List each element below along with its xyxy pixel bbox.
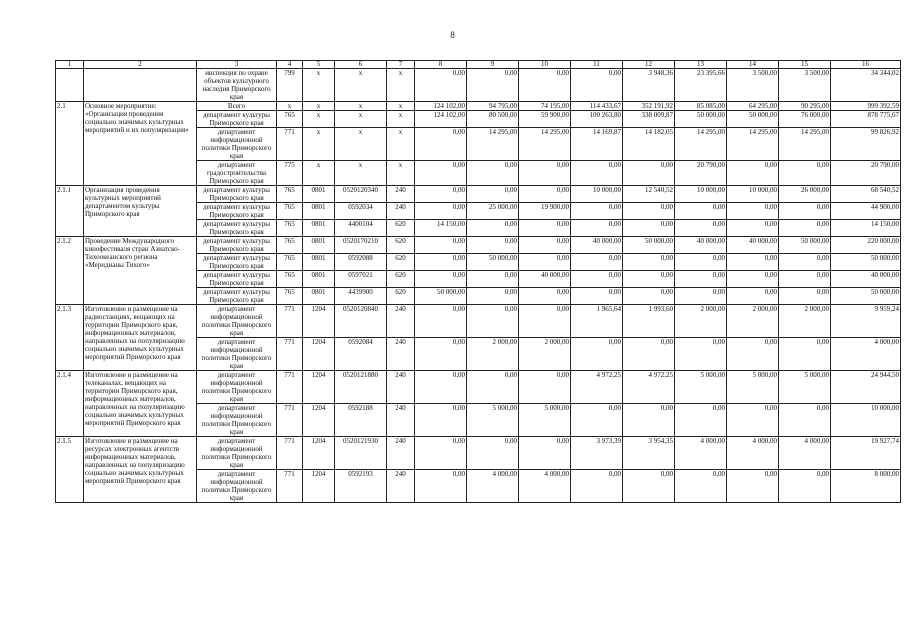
code-target: 0520120340 — [335, 186, 387, 203]
amount-col-11: 1 965,64 — [571, 305, 623, 338]
amount-col-9: 14 295,00 — [467, 128, 519, 161]
code-target: 0520170210 — [335, 237, 387, 254]
amount-col-9: 0,00 — [467, 161, 519, 186]
amount-col-8: 0,00 — [415, 338, 467, 371]
code-grbs: 765 — [277, 271, 303, 288]
amount-col-16: 68 540,52 — [831, 186, 901, 203]
code-grbs: 765 — [277, 203, 303, 220]
amount-col-15: 0,00 — [779, 203, 831, 220]
amount-col-9: 0,00 — [467, 437, 519, 470]
code-target: 0520121880 — [335, 371, 387, 404]
amount-col-11: 0,00 — [571, 288, 623, 305]
column-number-14: 14 — [727, 61, 779, 69]
amount-col-15: 3 500,00 — [779, 69, 831, 102]
column-number-16: 16 — [831, 61, 901, 69]
row-number: 2.1.2 — [56, 237, 84, 305]
amount-col-16: 50 000,00 — [831, 288, 901, 305]
amount-col-15: 14 295,00 — [779, 128, 831, 161]
amount-col-15: 26 000,00 — [779, 186, 831, 203]
row-number: 2.1.5 — [56, 437, 84, 503]
amount-col-10: 2 000,00 — [519, 338, 571, 371]
amount-col-12: 1 993,60 — [623, 305, 675, 338]
amount-col-14: 64 295,00 — [727, 102, 779, 111]
executor: Всего — [197, 102, 277, 111]
code-section: 1204 — [303, 305, 335, 338]
amount-col-8: 0,00 — [415, 404, 467, 437]
amount-col-10: 0,00 — [519, 371, 571, 404]
amount-col-11: 0,00 — [571, 220, 623, 237]
code-expense-type: 240 — [387, 470, 415, 503]
measure-name: Изготовление и размещение на ресурсах электронных агентств информационных материалов, направленных на популяризацию социально значимых культурных мероприятий Приморского края — [84, 437, 197, 503]
row-number — [56, 69, 84, 102]
amount-col-11: 3 973,39 — [571, 437, 623, 470]
executor: департамент информационной политики Приморского края — [197, 128, 277, 161]
amount-col-15: 4 000,00 — [779, 437, 831, 470]
amount-col-15: 5 000,00 — [779, 371, 831, 404]
amount-col-16: 44 900,00 — [831, 203, 901, 220]
code-expense-type: x — [387, 161, 415, 186]
code-grbs: 765 — [277, 254, 303, 271]
code-section: 1204 — [303, 404, 335, 437]
measure-name: Проведение Международного кинофестиваля стран Азиатско-Тихоокеанского региона «Меридианы Тихого» — [84, 237, 197, 305]
amount-col-11: 14 169,87 — [571, 128, 623, 161]
code-expense-type: 620 — [387, 237, 415, 254]
amount-col-16: 40 000,00 — [831, 271, 901, 288]
amount-col-11: 0,00 — [571, 161, 623, 186]
amount-col-16: 19 927,74 — [831, 437, 901, 470]
amount-col-8: 0,00 — [415, 271, 467, 288]
amount-col-13: 2 000,00 — [675, 305, 727, 338]
amount-col-11: 0,00 — [571, 203, 623, 220]
row-number: 2.1 — [56, 102, 84, 186]
code-grbs: 765 — [277, 111, 303, 128]
amount-col-9: 94 795,00 — [467, 102, 519, 111]
column-number-header — [56, 61, 901, 69]
executor: департамент информационной политики Приморского края — [197, 470, 277, 503]
code-section: 0801 — [303, 288, 335, 305]
code-section: 0801 — [303, 254, 335, 271]
amount-col-15: 0,00 — [779, 404, 831, 437]
amount-col-9: 0,00 — [467, 186, 519, 203]
amount-col-16: 9 959,24 — [831, 305, 901, 338]
code-section: x — [303, 128, 335, 161]
amount-col-9: 0,00 — [467, 69, 519, 102]
code-expense-type: 240 — [387, 203, 415, 220]
amount-col-8: 0,00 — [415, 69, 467, 102]
amount-col-11: 0,00 — [571, 69, 623, 102]
amount-col-10: 0,00 — [519, 288, 571, 305]
executor: департамент информационной политики Приморского края — [197, 371, 277, 404]
row-number: 2.1.4 — [56, 371, 84, 437]
amount-col-13: 5 000,00 — [675, 371, 727, 404]
amount-col-13: 40 000,00 — [675, 237, 727, 254]
amount-col-13: 0,00 — [675, 288, 727, 305]
amount-col-14: 0,00 — [727, 161, 779, 186]
row-number: 2.1.1 — [56, 186, 84, 237]
code-section: x — [303, 69, 335, 102]
code-section: 1204 — [303, 437, 335, 470]
code-section: 1204 — [303, 470, 335, 503]
amount-col-16: 14 150,00 — [831, 220, 901, 237]
amount-col-9: 0,00 — [467, 371, 519, 404]
code-expense-type: x — [387, 111, 415, 128]
amount-col-9: 2 000,00 — [467, 338, 519, 371]
executor: департамент информационной политики Приморского края — [197, 437, 277, 470]
amount-col-16: 220 000,00 — [831, 237, 901, 254]
amount-col-14: 0,00 — [727, 404, 779, 437]
amount-col-14: 0,00 — [727, 220, 779, 237]
amount-col-13: 85 085,00 — [675, 102, 727, 111]
measure-name: Изготовление и размещение на телеканалах, вещающих на территории Приморского края, информационных материалов, направленных на популяризацию социально значимых культурных мероприятий Приморского края — [84, 371, 197, 437]
amount-col-13: 20 790,00 — [675, 161, 727, 186]
amount-col-10: 74 195,00 — [519, 102, 571, 111]
code-grbs: 765 — [277, 220, 303, 237]
amount-col-9: 0,00 — [467, 220, 519, 237]
table-row — [56, 69, 901, 102]
amount-col-8: 0,00 — [415, 128, 467, 161]
page-number: 8 — [450, 30, 455, 40]
amount-col-14: 0,00 — [727, 203, 779, 220]
amount-col-14: 40 000,00 — [727, 237, 779, 254]
code-section: 0801 — [303, 203, 335, 220]
amount-col-8: 50 000,00 — [415, 288, 467, 305]
code-target: 0597021 — [335, 271, 387, 288]
amount-col-8: 0,00 — [415, 371, 467, 404]
code-section: x — [303, 102, 335, 111]
amount-col-11: 0,00 — [571, 271, 623, 288]
column-number-3: 3 — [197, 61, 277, 69]
code-expense-type: 240 — [387, 338, 415, 371]
amount-col-9: 0,00 — [467, 237, 519, 254]
amount-col-11: 0,00 — [571, 338, 623, 371]
amount-col-13: 23 395,66 — [675, 69, 727, 102]
column-number-7: 7 — [387, 61, 415, 69]
measure-name: Основное мероприятие: «Организация проведения социально значимых культурных мероприятий и их популяризация» — [84, 102, 197, 186]
table-row — [56, 102, 901, 111]
code-grbs: 771 — [277, 305, 303, 338]
executor: департамент культуры Приморского края — [197, 237, 277, 254]
amount-col-15: 0,00 — [779, 271, 831, 288]
code-expense-type: 240 — [387, 186, 415, 203]
executor: департамент культуры Приморского края — [197, 271, 277, 288]
amount-col-10: 5 000,00 — [519, 404, 571, 437]
measure-name — [84, 69, 197, 102]
amount-col-15: 0,00 — [779, 220, 831, 237]
amount-col-10: 0,00 — [519, 161, 571, 186]
amount-col-15: 0,00 — [779, 470, 831, 503]
amount-col-10: 0,00 — [519, 186, 571, 203]
code-section: 0801 — [303, 237, 335, 254]
amount-col-14: 0,00 — [727, 338, 779, 371]
column-number-5: 5 — [303, 61, 335, 69]
amount-col-13: 0,00 — [675, 470, 727, 503]
amount-col-12: 0,00 — [623, 271, 675, 288]
amount-col-10: 0,00 — [519, 69, 571, 102]
amount-col-8: 124 102,00 — [415, 111, 467, 128]
amount-col-12: 50 000,00 — [623, 237, 675, 254]
code-expense-type: 620 — [387, 288, 415, 305]
code-section: x — [303, 111, 335, 128]
amount-col-9: 0,00 — [467, 271, 519, 288]
amount-col-16: 99 826,92 — [831, 128, 901, 161]
code-grbs: 771 — [277, 404, 303, 437]
executor: департамент информационной политики Приморского края — [197, 305, 277, 338]
executor: инспекция по охране объектов культурного наследия Приморского края — [197, 69, 277, 102]
amount-col-13: 50 000,00 — [675, 111, 727, 128]
amount-col-9: 5 000,00 — [467, 404, 519, 437]
column-number-4: 4 — [277, 61, 303, 69]
amount-col-12: 4 972,25 — [623, 371, 675, 404]
amount-col-14: 2 000,00 — [727, 305, 779, 338]
amount-col-12: 14 182,05 — [623, 128, 675, 161]
amount-col-14: 0,00 — [727, 288, 779, 305]
column-number-8: 8 — [415, 61, 467, 69]
amount-col-13: 0,00 — [675, 404, 727, 437]
amount-col-10: 0,00 — [519, 437, 571, 470]
amount-col-16: 878 775,67 — [831, 111, 901, 128]
amount-col-10: 0,00 — [519, 254, 571, 271]
code-target: x — [335, 111, 387, 128]
code-target: 0592088 — [335, 254, 387, 271]
code-expense-type: x — [387, 69, 415, 102]
amount-col-12: 3 954,35 — [623, 437, 675, 470]
executor: департамент культуры Приморского края — [197, 203, 277, 220]
amount-col-16: 10 000,00 — [831, 404, 901, 437]
amount-col-11: 4 972,25 — [571, 371, 623, 404]
code-expense-type: x — [387, 102, 415, 111]
amount-col-8: 0,00 — [415, 161, 467, 186]
amount-col-10: 40 000,00 — [519, 271, 571, 288]
amount-col-12: 0,00 — [623, 288, 675, 305]
code-expense-type: 620 — [387, 254, 415, 271]
code-section: 0801 — [303, 220, 335, 237]
amount-col-8: 124 102,00 — [415, 102, 467, 111]
amount-col-16: 4 000,00 — [831, 338, 901, 371]
column-number-2: 2 — [84, 61, 197, 69]
code-expense-type: 620 — [387, 220, 415, 237]
table-row — [56, 437, 901, 470]
table-body — [56, 69, 901, 503]
amount-col-14: 0,00 — [727, 470, 779, 503]
amount-col-13: 0,00 — [675, 220, 727, 237]
table-row — [56, 186, 901, 203]
column-number-9: 9 — [467, 61, 519, 69]
budget-table — [55, 60, 901, 503]
amount-col-10: 19 900,00 — [519, 203, 571, 220]
amount-col-11: 0,00 — [571, 404, 623, 437]
amount-col-12: 338 009,87 — [623, 111, 675, 128]
column-number-15: 15 — [779, 61, 831, 69]
amount-col-12: 0,00 — [623, 203, 675, 220]
code-expense-type: 240 — [387, 437, 415, 470]
amount-col-11: 40 000,00 — [571, 237, 623, 254]
amount-col-10: 0,00 — [519, 220, 571, 237]
amount-col-9: 25 000,00 — [467, 203, 519, 220]
amount-col-15: 0,00 — [779, 254, 831, 271]
amount-col-13: 4 000,00 — [675, 437, 727, 470]
amount-col-13: 14 295,00 — [675, 128, 727, 161]
code-target: 0592188 — [335, 404, 387, 437]
executor: департамент культуры Приморского края — [197, 254, 277, 271]
amount-col-14: 14 295,00 — [727, 128, 779, 161]
code-grbs: 799 — [277, 69, 303, 102]
code-grbs: 765 — [277, 186, 303, 203]
amount-col-11: 0,00 — [571, 254, 623, 271]
amount-col-9: 0,00 — [467, 305, 519, 338]
executor: департамент культуры Приморского края — [197, 186, 277, 203]
executor: департамент культуры Приморского края — [197, 288, 277, 305]
amount-col-12: 0,00 — [623, 470, 675, 503]
code-target: 4439900 — [335, 288, 387, 305]
amount-col-15: 2 000,00 — [779, 305, 831, 338]
amount-col-9: 0,00 — [467, 288, 519, 305]
amount-col-15: 90 295,00 — [779, 102, 831, 111]
amount-col-14: 0,00 — [727, 254, 779, 271]
column-number-10: 10 — [519, 61, 571, 69]
code-section: 0801 — [303, 186, 335, 203]
column-number-1: 1 — [56, 61, 84, 69]
column-number-13: 13 — [675, 61, 727, 69]
amount-col-10: 0,00 — [519, 305, 571, 338]
code-grbs: 775 — [277, 161, 303, 186]
amount-col-15: 76 000,00 — [779, 111, 831, 128]
amount-col-16: 50 000,00 — [831, 254, 901, 271]
table-row — [56, 305, 901, 338]
amount-col-15: 0,00 — [779, 338, 831, 371]
amount-col-13: 0,00 — [675, 254, 727, 271]
code-expense-type: 240 — [387, 404, 415, 437]
amount-col-15: 50 000,00 — [779, 237, 831, 254]
amount-col-10: 59 900,00 — [519, 111, 571, 128]
amount-col-15: 0,00 — [779, 288, 831, 305]
amount-col-10: 14 295,00 — [519, 128, 571, 161]
code-target: 0520120840 — [335, 305, 387, 338]
amount-col-10: 0,00 — [519, 237, 571, 254]
executor: департамент информационной политики Приморского края — [197, 338, 277, 371]
code-expense-type: 240 — [387, 371, 415, 404]
amount-col-10: 4 000,00 — [519, 470, 571, 503]
code-expense-type: 620 — [387, 271, 415, 288]
code-target: 0592193 — [335, 470, 387, 503]
amount-col-11: 114 433,67 — [571, 102, 623, 111]
code-section: 0801 — [303, 271, 335, 288]
code-expense-type: 240 — [387, 305, 415, 338]
code-grbs: 771 — [277, 128, 303, 161]
amount-col-13: 0,00 — [675, 271, 727, 288]
amount-col-12: 0,00 — [623, 220, 675, 237]
amount-col-15: 0,00 — [779, 161, 831, 186]
amount-col-12: 12 540,52 — [623, 186, 675, 203]
amount-col-8: 0,00 — [415, 470, 467, 503]
executor: департамент культуры Приморского края — [197, 111, 277, 128]
code-grbs: 771 — [277, 338, 303, 371]
amount-col-16: 24 944,50 — [831, 371, 901, 404]
code-expense-type: x — [387, 128, 415, 161]
amount-col-8: 0,00 — [415, 237, 467, 254]
code-target: 0592084 — [335, 338, 387, 371]
table-row — [56, 371, 901, 404]
amount-col-16: 20 790,00 — [831, 161, 901, 186]
amount-col-12: 0,00 — [623, 338, 675, 371]
measure-name: Изготовление и размещение на радиостанциях, вещающих на территории Приморского края, информационных материалов, направленных на популяризацию социально значимых культурных мероприятий Приморского края — [84, 305, 197, 371]
amount-col-11: 10 000,00 — [571, 186, 623, 203]
executor: департамент культуры Приморского края — [197, 220, 277, 237]
column-number-11: 11 — [571, 61, 623, 69]
amount-col-8: 14 150,00 — [415, 220, 467, 237]
amount-col-14: 4 000,00 — [727, 437, 779, 470]
code-target: x — [335, 69, 387, 102]
amount-col-8: 0,00 — [415, 437, 467, 470]
amount-col-8: 0,00 — [415, 254, 467, 271]
amount-col-14: 10 000,00 — [727, 186, 779, 203]
amount-col-16: 999 392,59 — [831, 102, 901, 111]
row-number: 2.1.3 — [56, 305, 84, 371]
code-target: 0520121930 — [335, 437, 387, 470]
code-section: 1204 — [303, 371, 335, 404]
code-target: 4400104 — [335, 220, 387, 237]
code-grbs: 771 — [277, 437, 303, 470]
amount-col-8: 0,00 — [415, 203, 467, 220]
code-grbs: 765 — [277, 288, 303, 305]
amount-col-16: 34 344,02 — [831, 69, 901, 102]
amount-col-12: 0,00 — [623, 254, 675, 271]
amount-col-13: 0,00 — [675, 203, 727, 220]
amount-col-9: 50 000,00 — [467, 254, 519, 271]
column-number-12: 12 — [623, 61, 675, 69]
amount-col-9: 4 000,00 — [467, 470, 519, 503]
amount-col-12: 352 191,92 — [623, 102, 675, 111]
measure-name: Организация проведения культурных мероприятий департаментом культуры Приморского края — [84, 186, 197, 237]
amount-col-13: 10 000,00 — [675, 186, 727, 203]
amount-col-14: 0,00 — [727, 271, 779, 288]
code-target: x — [335, 161, 387, 186]
code-target: 0592034 — [335, 203, 387, 220]
amount-col-13: 0,00 — [675, 338, 727, 371]
amount-col-12: 3 948,36 — [623, 69, 675, 102]
code-grbs: 771 — [277, 371, 303, 404]
amount-col-12: 0,00 — [623, 161, 675, 186]
amount-col-12: 0,00 — [623, 404, 675, 437]
table-row — [56, 237, 901, 254]
code-section: 1204 — [303, 338, 335, 371]
executor: департамент информационной политики Приморского края — [197, 404, 277, 437]
code-grbs: x — [277, 102, 303, 111]
code-section: x — [303, 161, 335, 186]
code-target: x — [335, 128, 387, 161]
column-number-6: 6 — [335, 61, 387, 69]
amount-col-16: 8 000,00 — [831, 470, 901, 503]
amount-col-14: 5 000,00 — [727, 371, 779, 404]
executor: департамент градостроительства Приморского края — [197, 161, 277, 186]
code-grbs: 765 — [277, 237, 303, 254]
code-target: x — [335, 102, 387, 111]
amount-col-8: 0,00 — [415, 305, 467, 338]
amount-col-9: 80 500,00 — [467, 111, 519, 128]
amount-col-11: 0,00 — [571, 470, 623, 503]
amount-col-8: 0,00 — [415, 186, 467, 203]
code-grbs: 771 — [277, 470, 303, 503]
amount-col-14: 3 500,00 — [727, 69, 779, 102]
amount-col-11: 100 263,80 — [571, 111, 623, 128]
amount-col-14: 50 000,00 — [727, 111, 779, 128]
